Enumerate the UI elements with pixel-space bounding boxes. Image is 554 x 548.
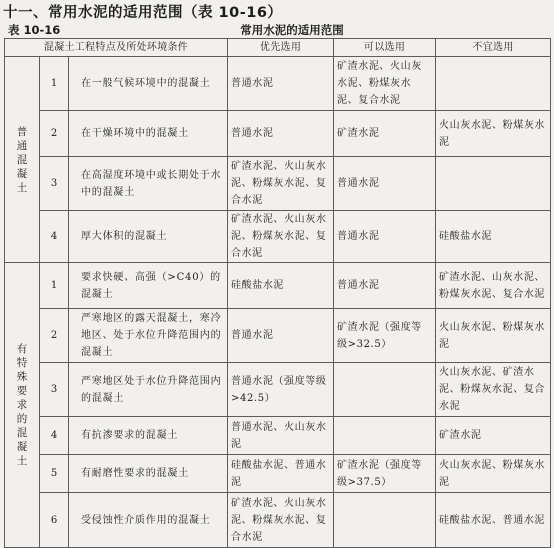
- category-cell: 普通混凝土: [5, 57, 40, 263]
- table-title: 常用水泥的适用范围: [240, 23, 344, 37]
- condition-cell: 厚大体积的混凝土: [69, 211, 228, 263]
- condition-cell: 在一般气候环境中的混凝土: [69, 57, 228, 111]
- unsuitable-cell: 硅酸盐水泥: [436, 211, 551, 263]
- table-row: [5, 363, 551, 417]
- unsuitable-cell: 矿渣水泥: [436, 417, 551, 455]
- header-condition: 混凝土工程特点及所处环境条件: [5, 39, 228, 57]
- condition-cell: 有抗渗要求的混凝土: [69, 417, 228, 455]
- row-number: 3: [40, 157, 69, 211]
- row-number: 4: [40, 211, 69, 263]
- preferred-cell: 普通水泥: [228, 111, 334, 157]
- preferred-cell: 矿渣水泥、火山灰水泥、粉煤灰水泥、复合水泥: [228, 493, 334, 548]
- acceptable-cell: 普通水泥: [334, 263, 436, 309]
- unsuitable-cell: 火山灰水泥、粉煤灰水泥: [436, 309, 551, 363]
- acceptable-cell: 普通水泥: [334, 157, 436, 211]
- unsuitable-cell: 火山灰水泥、粉煤灰水泥: [436, 111, 551, 157]
- acceptable-cell: [334, 363, 436, 417]
- table-header-row: [5, 39, 551, 57]
- row-number: 2: [40, 309, 69, 363]
- unsuitable-cell: 矿渣水泥、山灰水泥、粉煤灰水泥、复合水泥: [436, 263, 551, 309]
- header-acceptable: 可以选用: [334, 39, 436, 57]
- acceptable-cell: 矿渣水泥、火山灰水泥、粉煤灰水泥、复合水泥: [334, 57, 436, 111]
- table-row: [5, 111, 551, 157]
- acceptable-cell: 矿渣水泥（强度等级>32.5）: [334, 309, 436, 363]
- row-number: 5: [40, 455, 69, 493]
- cement-usage-table: [4, 38, 551, 548]
- acceptable-cell: [334, 493, 436, 548]
- unsuitable-cell: 火山灰水泥、粉煤灰水泥: [436, 455, 551, 493]
- table-row: [5, 455, 551, 493]
- table-row: [5, 211, 551, 263]
- acceptable-cell: 矿渣水泥（强度等级>37.5）: [334, 455, 436, 493]
- row-number: 6: [40, 493, 69, 548]
- table-number: 表 10-16: [8, 23, 61, 37]
- unsuitable-cell: 硅酸盐水泥、普通水泥: [436, 493, 551, 548]
- row-number: 2: [40, 111, 69, 157]
- row-number: 3: [40, 363, 69, 417]
- preferred-cell: 矿渣水泥、火山灰水泥、粉煤灰水泥、复合水泥: [228, 211, 334, 263]
- acceptable-cell: [334, 417, 436, 455]
- condition-cell: 严寒地区的露天混凝土，寒冷地区、处于水位升降范围内的混凝土: [69, 309, 228, 363]
- table-row: [5, 417, 551, 455]
- preferred-cell: 矿渣水泥、火山灰水泥、粉煤灰水泥、复合水泥: [228, 157, 334, 211]
- unsuitable-cell: 火山灰水泥、矿渣水泥、粉煤灰水泥、复合水泥: [436, 363, 551, 417]
- row-number: 1: [40, 263, 69, 309]
- condition-cell: 在干燥环境中的混凝土: [69, 111, 228, 157]
- condition-cell: 受侵蚀性介质作用的混凝土: [69, 493, 228, 548]
- table-row: [5, 309, 551, 363]
- header-preferred: 优先选用: [228, 39, 334, 57]
- table-caption: [8, 22, 548, 38]
- table-row: [5, 157, 551, 211]
- table-row: [5, 263, 551, 309]
- preferred-cell: 普通水泥: [228, 57, 334, 111]
- preferred-cell: 普通水泥、火山灰水泥: [228, 417, 334, 455]
- preferred-cell: 硅酸盐水泥: [228, 263, 334, 309]
- acceptable-cell: 普通水泥: [334, 211, 436, 263]
- preferred-cell: 普通水泥: [228, 309, 334, 363]
- table-row: [5, 57, 551, 111]
- acceptable-cell: 矿渣水泥: [334, 111, 436, 157]
- preferred-cell: 硅酸盐水泥、普通水泥: [228, 455, 334, 493]
- unsuitable-cell: [436, 157, 551, 211]
- table-row: [5, 493, 551, 548]
- condition-cell: 严寒地区处于水位升降范围内的混凝土: [69, 363, 228, 417]
- category-cell: 有特殊要求的混凝土: [5, 263, 40, 548]
- header-unsuitable: 不宜选用: [436, 39, 551, 57]
- preferred-cell: 普通水泥（强度等级>42.5）: [228, 363, 334, 417]
- row-number: 1: [40, 57, 69, 111]
- row-number: 4: [40, 417, 69, 455]
- unsuitable-cell: [436, 57, 551, 111]
- section-heading: 十一、常用水泥的适用范围（表 10-16）: [3, 5, 283, 21]
- condition-cell: 要求快硬、高强（>C40）的混凝土: [69, 263, 228, 309]
- condition-cell: 在高湿度环境中或长期处于水中的混凝土: [69, 157, 228, 211]
- condition-cell: 有耐磨性要求的混凝土: [69, 455, 228, 493]
